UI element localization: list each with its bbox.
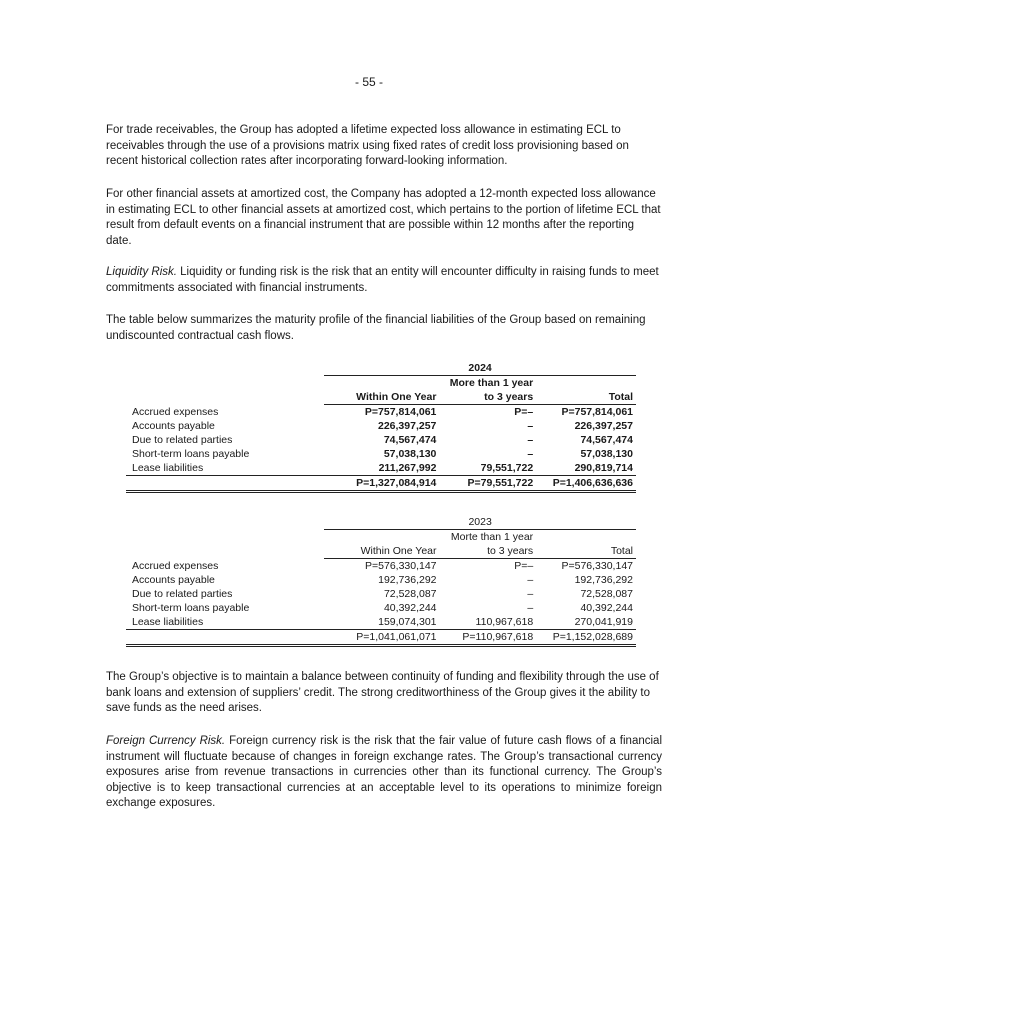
table-2023-col1-header: Within One Year xyxy=(324,544,439,559)
table-row: Short-term loans payable 40,392,244 – 40,392,244 xyxy=(132,602,633,614)
other-financial-assets-paragraph: For other financial assets at amortized cost, the Company has adopted a 12-month expected loss allowance in estimating ECL to other financial assets at amortized cost, which pertains to the portion of lifetime ECL that result from default events on a financial instrument that are possible within 12 months after the reporting date. xyxy=(106,188,661,247)
table-2024-col2-line2: to 3 years xyxy=(439,390,536,405)
table-row: Lease liabilities 159,074,301 110,967,618 270,041,919 xyxy=(126,615,636,630)
table-2023-col2-line2: to 3 years xyxy=(440,544,537,559)
table-row: Due to related parties 72,528,087 – 72,528,087 xyxy=(132,588,633,600)
table-2024-col2-line1: More than 1 year xyxy=(449,377,534,389)
foreign-currency-risk-text: Foreign currency risk is the risk that the fair value of future cash flows of a financial instrument will fluctuate because of changes in foreign exchange rates. The Group’s transactional currency exposures arise from revenue transactions in currencies other than its functional currency. The Group’s objective is to keep transactional currencies at an acceptable level to its operations to minimize foreign exchange exposures. xyxy=(106,735,662,809)
table-total-row: P=1,327,084,914 P=79,551,722 P=1,406,636,636 xyxy=(126,476,636,492)
table-2024-col1-header: Within One Year xyxy=(324,390,439,405)
table-intro-paragraph: The table below summarizes the maturity profile of the financial liabilities of the Group based on remaining undiscounted contractual cash flows. xyxy=(106,314,646,342)
table-2024-col3-header: Total xyxy=(536,390,636,405)
maturity-table-2024 xyxy=(126,361,636,493)
table-2024-year: 2024 xyxy=(324,361,636,376)
maturity-table-2023 xyxy=(126,515,636,647)
foreign-currency-risk-heading: Foreign Currency Risk. xyxy=(106,735,226,747)
table-row: Accounts payable 192,736,292 – 192,736,292 xyxy=(132,574,633,586)
table-total-row: P=1,041,061,071 P=110,967,618 P=1,152,028,689 xyxy=(126,630,636,646)
liquidity-risk-paragraph xyxy=(106,265,662,296)
table-row: Short-term loans payable 57,038,130 – 57,038,130 xyxy=(132,448,633,460)
table-2023-col3-header: Total xyxy=(536,544,636,559)
page-number: - 55 - xyxy=(354,75,383,89)
table-row: Accounts payable 226,397,257 – 226,397,257 xyxy=(132,420,633,432)
liquidity-risk-text: Liquidity or funding risk is the risk that an entity will encounter difficulty in raising funds to meet commitments associated with financial instruments. xyxy=(106,266,659,294)
table-row: Lease liabilities 211,267,992 79,551,722 290,819,714 xyxy=(126,461,636,476)
foreign-currency-risk-paragraph xyxy=(106,734,662,812)
table-row: Accrued expenses P=757,814,061 P=– P=757,814,061 xyxy=(132,405,633,418)
table-row: Due to related parties 74,567,474 – 74,567,474 xyxy=(132,434,633,446)
table-2023-col2-line1: Morte than 1 year xyxy=(450,531,534,543)
table-2023-year: 2023 xyxy=(324,515,636,530)
funding-objective-paragraph: The Group’s objective is to maintain a balance between continuity of funding and flexibility through the use of bank loans and extension of suppliers’ credit. The strong creditworthiness of the Group gives it the ability to save funds as the need arises. xyxy=(106,671,659,714)
trade-receivables-paragraph: For trade receivables, the Group has adopted a lifetime expected loss allowance in estimating ECL to receivables through the use of a provisions matrix using fixed rates of credit loss provisioning based on recent historical collection rates after incorporating forward-looking information. xyxy=(106,124,629,167)
liquidity-risk-heading: Liquidity Risk. xyxy=(106,266,177,278)
table-row: Accrued expenses P=576,330,147 P=– P=576,330,147 xyxy=(132,559,633,572)
